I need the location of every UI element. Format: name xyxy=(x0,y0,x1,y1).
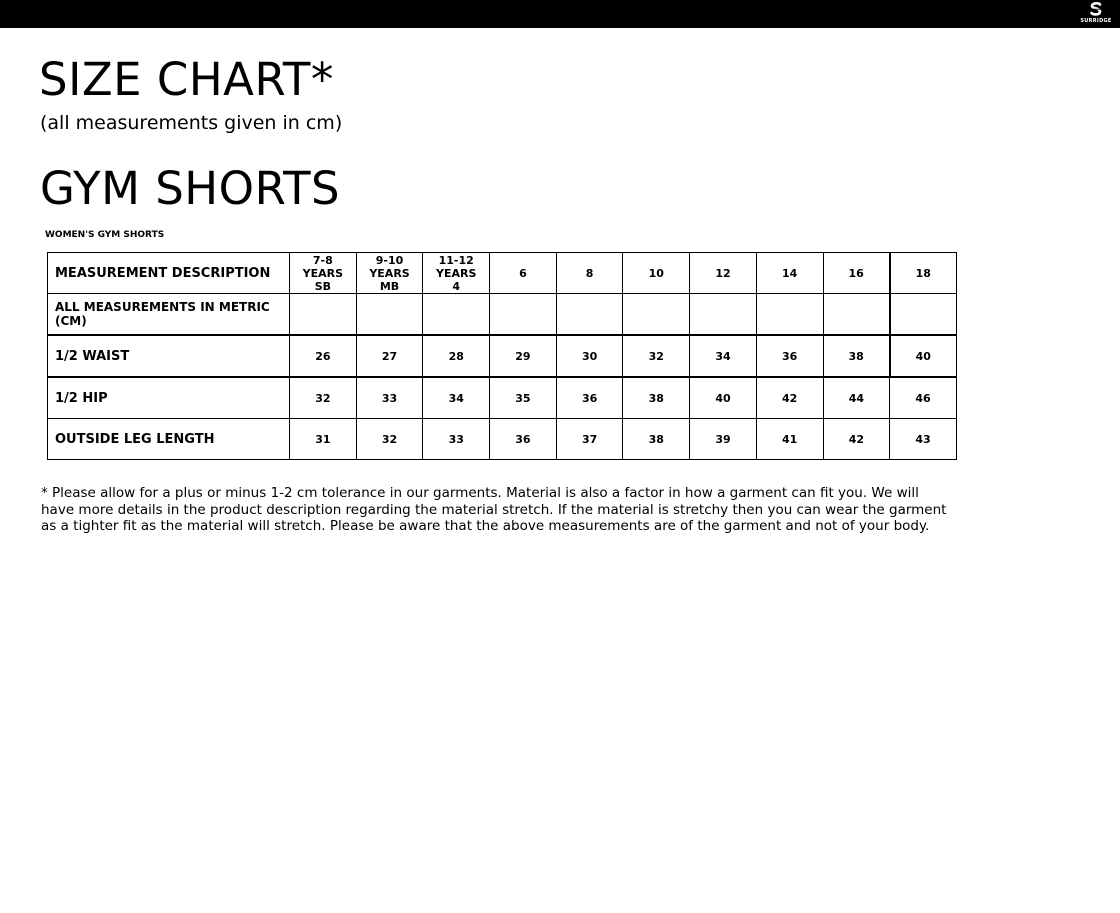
size-header-line: 7-8 xyxy=(312,253,333,267)
table-cell: 36 xyxy=(556,377,623,419)
table-cell: 37 xyxy=(556,419,623,460)
size-header-line: YEARS xyxy=(302,266,344,280)
table-row-hip xyxy=(48,377,957,419)
top-bar xyxy=(0,0,1120,28)
row-label: 1/2 HIP xyxy=(48,377,290,419)
metric-label-cell: ALL MEASUREMENTS IN METRIC (CM) xyxy=(48,294,290,336)
section-subtitle: WOMEN'S GYM SHORTS xyxy=(45,230,165,240)
table-row-waist xyxy=(48,335,957,377)
surridge-s-logo-icon xyxy=(1089,2,1103,17)
size-header-line: YEARS xyxy=(436,266,477,280)
table-cell: 28 xyxy=(423,335,490,377)
size-table xyxy=(47,252,957,460)
empty-cell xyxy=(756,294,823,336)
header-label-cell: MEASUREMENT DESCRIPTION xyxy=(48,253,290,294)
header-row xyxy=(48,253,957,294)
table-cell: 42 xyxy=(823,419,890,460)
table-cell: 44 xyxy=(823,377,890,419)
table-cell: 32 xyxy=(290,377,357,419)
table-cell: 38 xyxy=(623,377,690,419)
size-header-7-8 xyxy=(290,253,357,294)
size-header-line: MB xyxy=(379,279,400,293)
table-cell: 36 xyxy=(756,335,823,377)
brand-name: SURRIDGE xyxy=(1080,18,1112,24)
empty-cell xyxy=(690,294,757,336)
page-subtitle: (all measurements given in cm) xyxy=(40,112,343,134)
size-header-6: 6 xyxy=(490,253,557,294)
empty-cell xyxy=(556,294,623,336)
table-cell: 38 xyxy=(823,335,890,377)
table-cell: 36 xyxy=(490,419,557,460)
table-cell: 34 xyxy=(690,335,757,377)
size-header-12: 12 xyxy=(690,253,757,294)
table-cell: 31 xyxy=(290,419,357,460)
size-header-14: 14 xyxy=(756,253,823,294)
row-label: OUTSIDE LEG LENGTH xyxy=(48,419,290,460)
table-cell: 30 xyxy=(556,335,623,377)
empty-cell xyxy=(890,294,957,336)
size-header-line: YEARS xyxy=(369,266,410,280)
table-cell: 38 xyxy=(623,419,690,460)
table-cell: 35 xyxy=(490,377,557,419)
empty-cell xyxy=(823,294,890,336)
empty-cell xyxy=(490,294,557,336)
table-cell: 34 xyxy=(423,377,490,419)
table-cell: 26 xyxy=(290,335,357,377)
table-cell: 43 xyxy=(890,419,957,460)
size-header-9-10 xyxy=(356,253,423,294)
empty-cell xyxy=(290,294,357,336)
table-row-leg-length xyxy=(48,419,957,460)
size-header-line: 11-12 xyxy=(438,253,474,267)
table-cell: 40 xyxy=(890,335,957,377)
brand-logo xyxy=(1076,2,1116,26)
empty-cell xyxy=(623,294,690,336)
table-cell: 33 xyxy=(423,419,490,460)
table-cell: 32 xyxy=(356,419,423,460)
empty-cell xyxy=(356,294,423,336)
size-header-16: 16 xyxy=(823,253,890,294)
size-header-line: 9-10 xyxy=(375,253,404,267)
empty-cell xyxy=(423,294,490,336)
row-label: 1/2 WAIST xyxy=(48,335,290,377)
size-header-line: SB xyxy=(314,279,331,293)
table-cell: 39 xyxy=(690,419,757,460)
table-cell: 29 xyxy=(490,335,557,377)
table-cell: 27 xyxy=(356,335,423,377)
table-cell: 42 xyxy=(756,377,823,419)
page-title: SIZE CHART* xyxy=(39,53,334,106)
tolerance-footnote: * Please allow for a plus or minus 1-2 cm tolerance in our garments. Material is also a factor in how a garment can fit you. We will have more details in the product description regarding the material stretch. If the material is stretchy then you can wear the garment as a tighter fit as the material will stretch. Please be aware that the above measurements are of the garment and not of your body. xyxy=(41,485,947,534)
section-title: GYM SHORTS xyxy=(40,162,341,215)
size-header-18: 18 xyxy=(890,253,957,294)
metric-row xyxy=(48,294,957,336)
table-cell: 46 xyxy=(890,377,957,419)
table-cell: 40 xyxy=(690,377,757,419)
size-header-line: 4 xyxy=(452,279,461,293)
size-header-8: 8 xyxy=(556,253,623,294)
table-cell: 32 xyxy=(623,335,690,377)
size-header-11-12 xyxy=(423,253,490,294)
table-cell: 33 xyxy=(356,377,423,419)
size-header-10: 10 xyxy=(623,253,690,294)
table-cell: 41 xyxy=(756,419,823,460)
